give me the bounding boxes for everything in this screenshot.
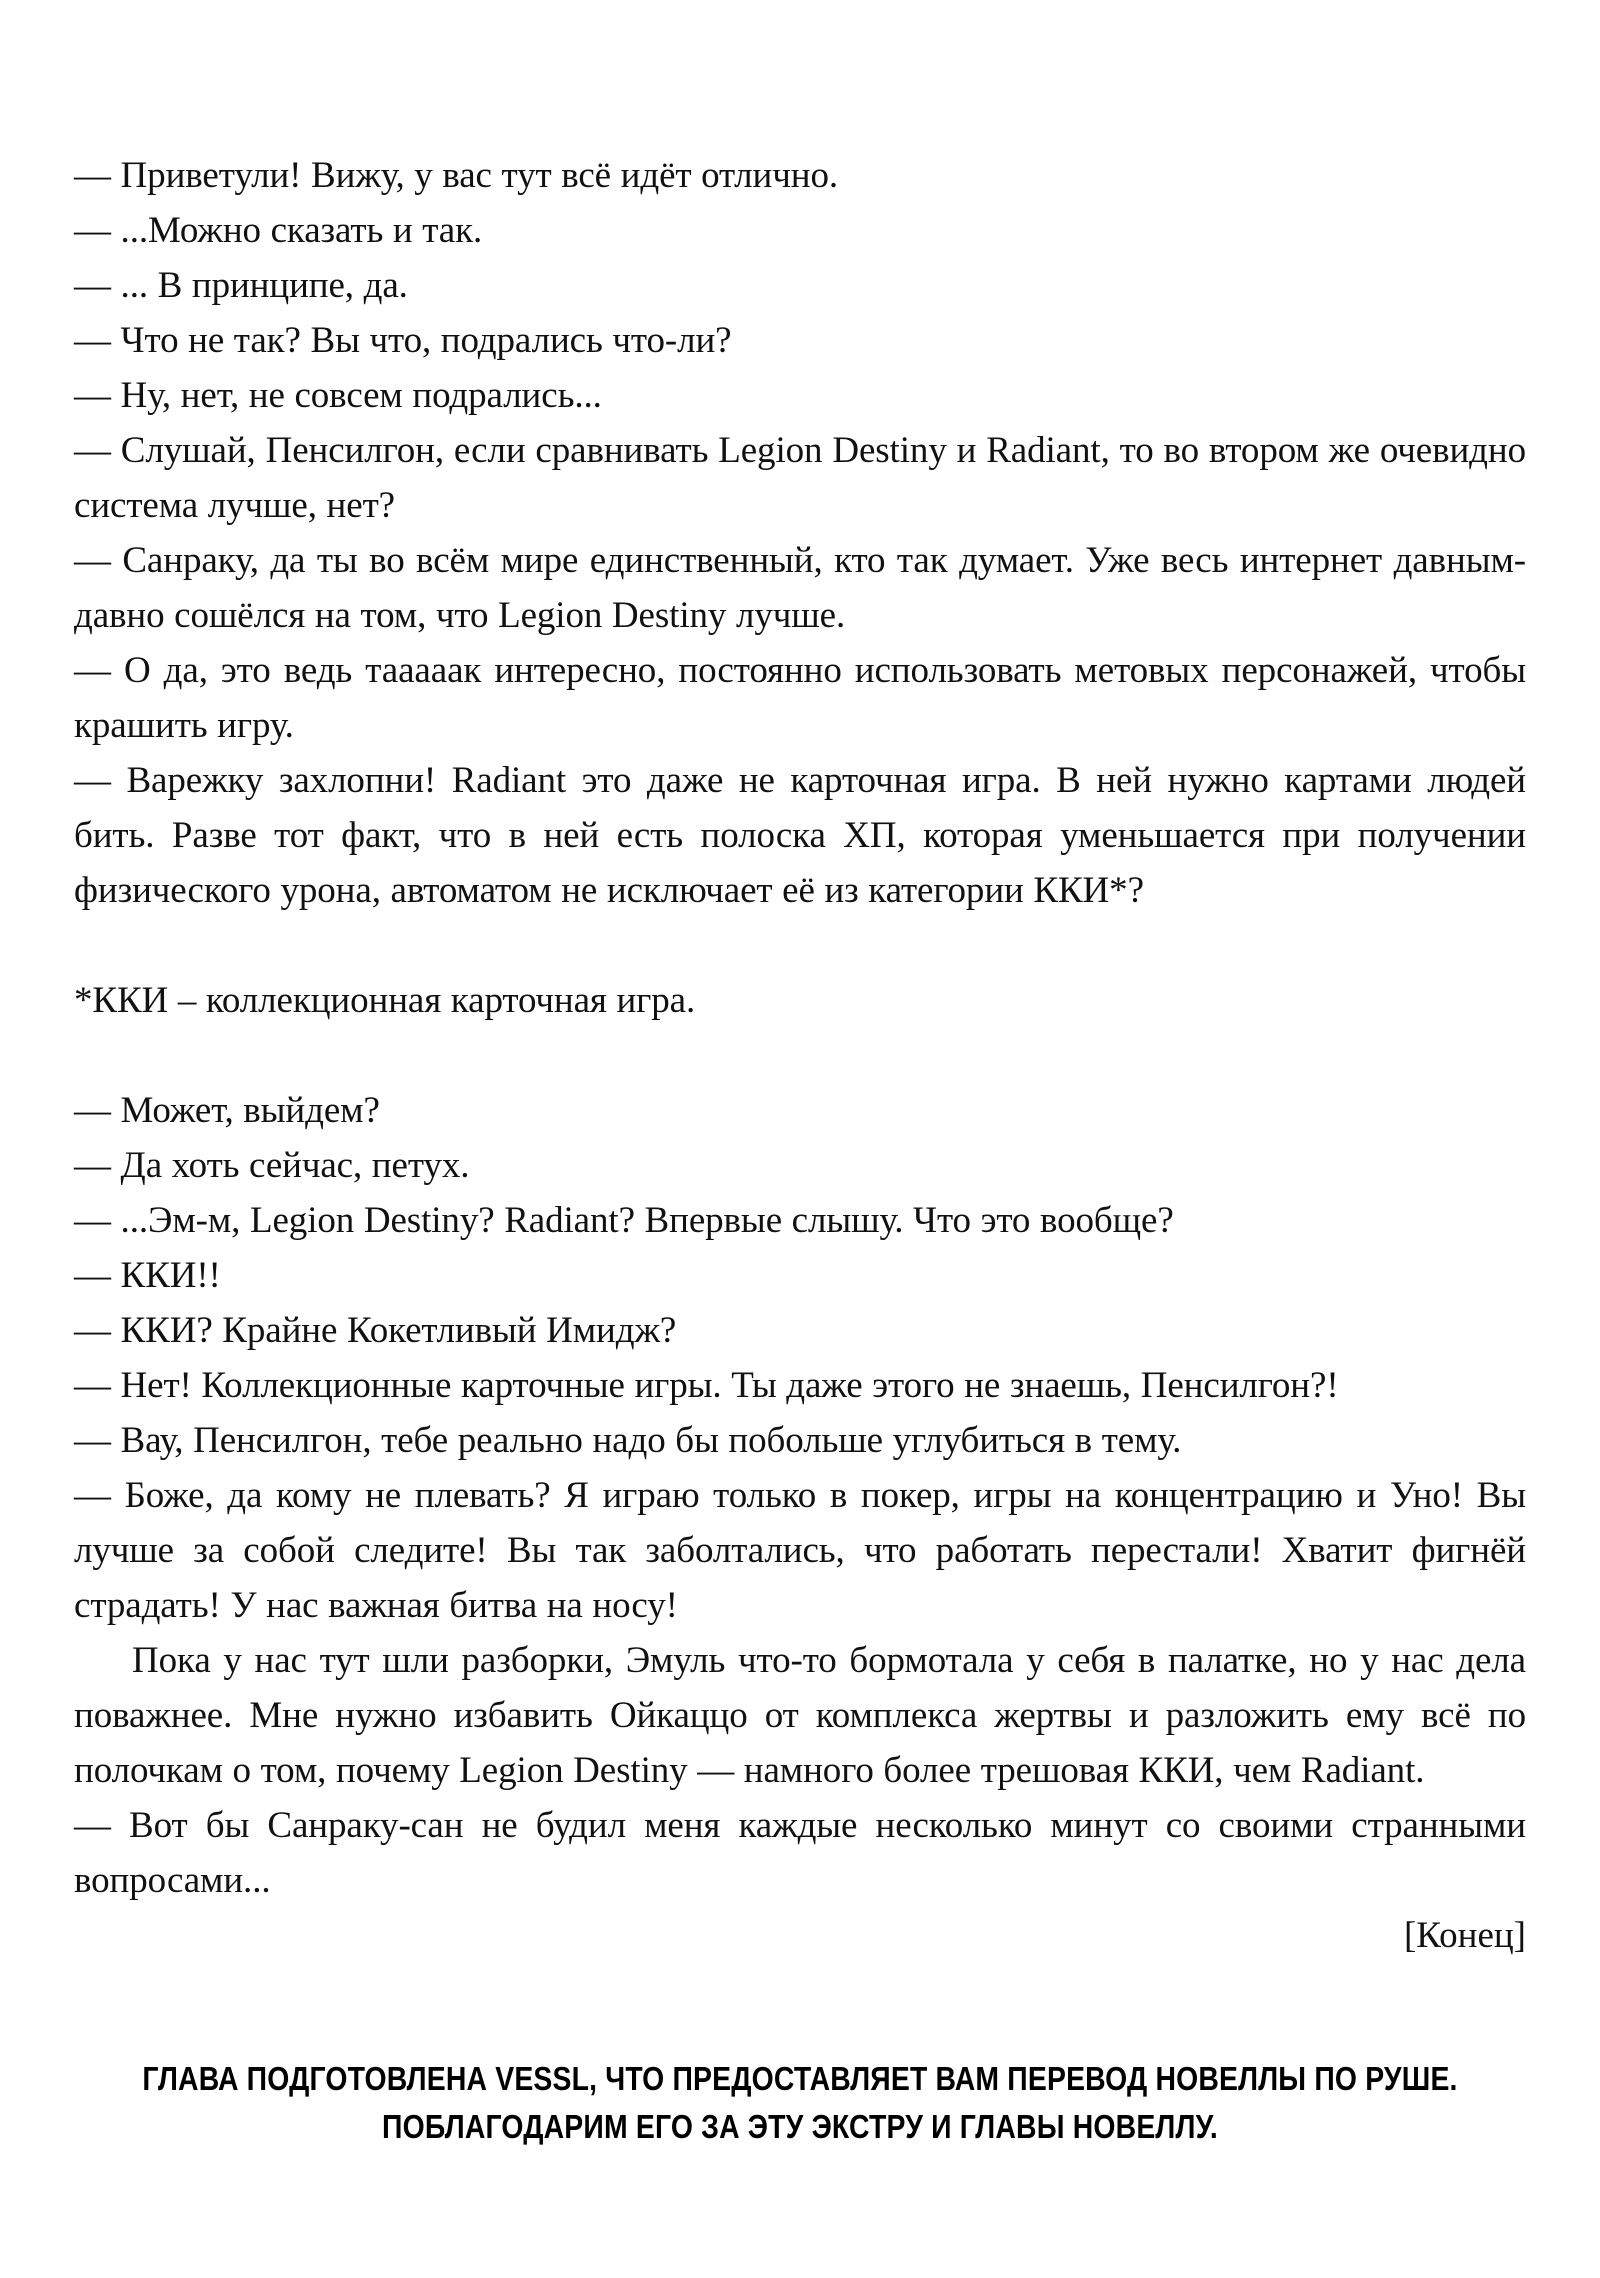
dialogue-line: — Ну, нет, не совсем подрались... <box>74 375 602 416</box>
dialogue-line: — Слушай, Пенсилгон, если сравнивать Legion Destiny и Radiant, то во втором же очевидно система лучше, нет? <box>74 430 1526 526</box>
credit-line-2: ПОБЛАГОДАРИМ ЕГО ЗА ЭТУ ЭКСТРУ И ГЛАВЫ НОВЕЛЛУ. <box>382 2108 1218 2145</box>
dialogue-line: — О да, это ведь тааааак интересно, постоянно использовать метовых персонажей, чтобы крашить игру. <box>74 650 1526 746</box>
credit-line-1: ГЛАВА ПОДГОТОВЛЕНА VESSL, ЧТО ПРЕДОСТАВЛЯЕТ ВАМ ПЕРЕВОД НОВЕЛЛЫ ПО РУШЕ. <box>142 2060 1458 2097</box>
dialogue-line: — Приветули! Вижу, у вас тут всё идёт отлично. <box>74 155 839 196</box>
dialogue-line: — ККИ? Крайне Кокетливый Имидж? <box>74 1310 677 1351</box>
dialogue-line: — Нет! Коллекционные карточные игры. Ты даже этого не знаешь, Пенсилгон?! <box>74 1365 1339 1406</box>
novel-body <box>74 148 1526 1963</box>
footnote-kki: *ККИ – коллекционная карточная игра. <box>74 980 696 1021</box>
dialogue-line: — Вау, Пенсилгон, тебе реально надо бы побольше углубиться в тему. <box>74 1420 1182 1461</box>
narration-paragraph: Пока у нас тут шли разборки, Эмуль что-то бормотала у себя в палатке, но у нас дела поважнее. Мне нужно избавить Ойкаццо от комплекса жертвы и разложить ему всё по полочкам о том, почему Legion Destiny — намного более трешовая ККИ, чем Radiant. <box>74 1640 1526 1791</box>
dialogue-line: — Что не так? Вы что, подрались что-ли? <box>74 320 732 361</box>
dialogue-line: — Может, выйдем? <box>74 1090 380 1131</box>
dialogue-line: — ККИ!! <box>74 1255 221 1296</box>
dialogue-line: — Вот бы Санраку-сан не будил меня каждые несколько минут со своими странными вопросами... <box>74 1805 1526 1901</box>
translator-credit-footer <box>0 2055 1600 2151</box>
dialogue-line: — ...Эм-м, Legion Destiny? Radiant? Впервые слышу. Что это вообще? <box>74 1200 1174 1241</box>
paragraph-spacer <box>74 1028 1526 1083</box>
dialogue-line: — Боже, да кому не плевать? Я играю только в покер, игры на концентрацию и Уно! Вы лучше за собой следите! Вы так заболтались, что работать перестали! Хватит фигнёй страдать! У нас важная битва на носу! <box>74 1475 1526 1626</box>
dialogue-line: — Да хоть сейчас, петух. <box>74 1145 470 1186</box>
dialogue-line: — Санраку, да ты во всём мире единственный, кто так думает. Уже весь интернет давным-давно сошёлся на том, что Legion Destiny лучше. <box>74 540 1526 636</box>
dialogue-line: — ... В принципе, да. <box>74 265 408 306</box>
dialogue-line: — ...Можно сказать и так. <box>74 210 483 251</box>
end-marker: [Конец] <box>1403 1915 1526 1956</box>
dialogue-line: — Варежку захлопни! Radiant это даже не карточная игра. В ней нужно картами людей бить. Разве тот факт, что в ней есть полоска ХП, которая уменьшается при получении физического урона, автоматом не исключает её из категории ККИ*? <box>74 760 1526 911</box>
paragraph-spacer <box>74 918 1526 973</box>
